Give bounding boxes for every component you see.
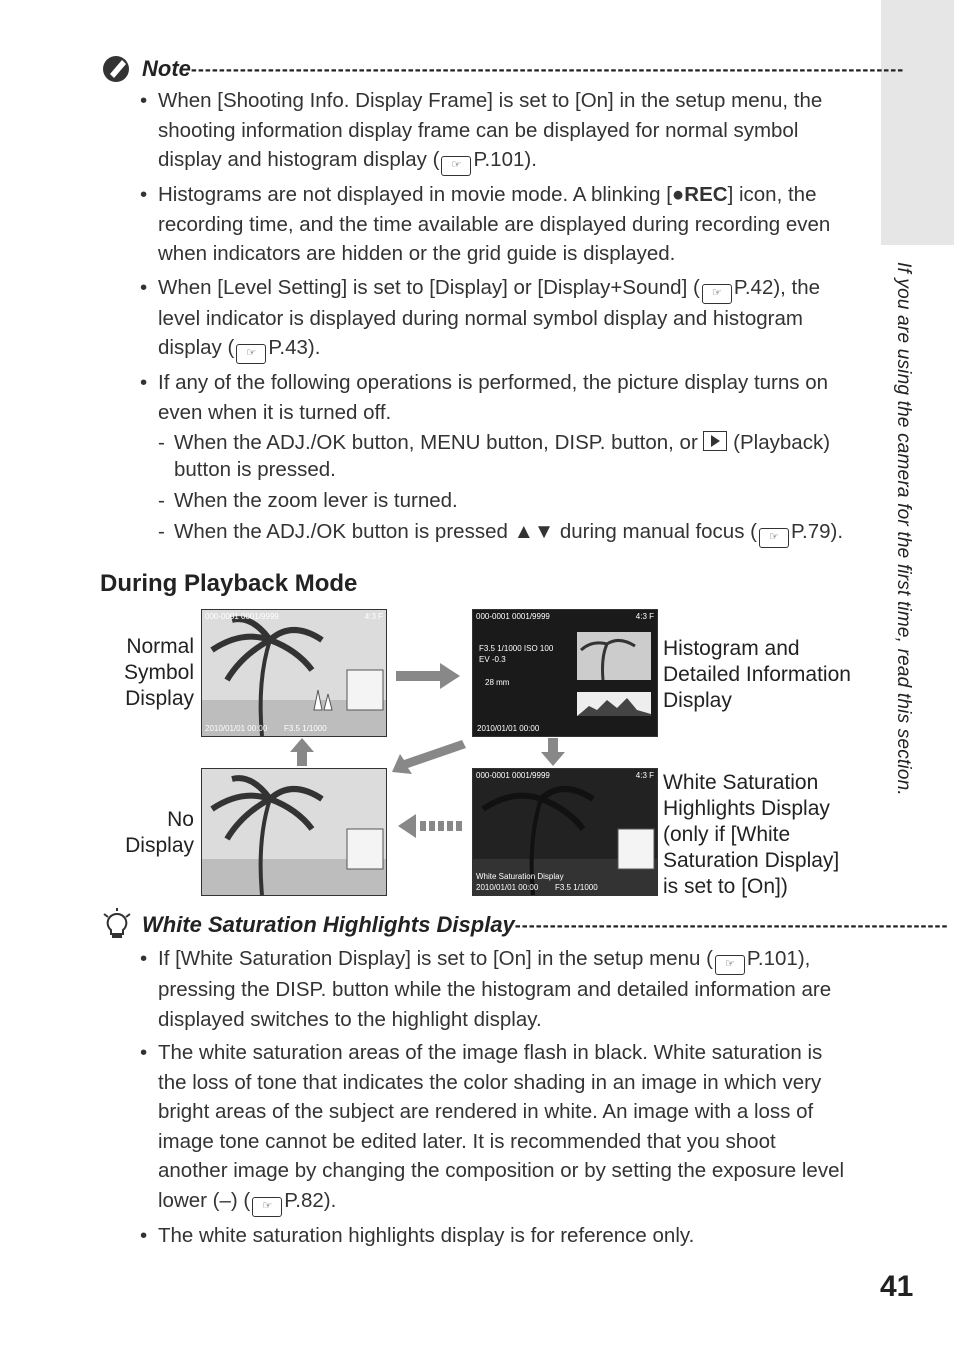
screen-file-number: 000-0001 0001/9999 — [476, 612, 550, 621]
note-title: Note — [142, 56, 191, 81]
screen-ratio: 4:3 F — [364, 612, 383, 621]
arrow-diagonal-icon — [390, 738, 470, 774]
screen-date: 2010/01/01 00:00 — [205, 724, 268, 733]
screen-ratio: 4:3 F — [635, 771, 654, 780]
screen-exposure: F3.5 1/1000 — [555, 883, 598, 892]
note-header — [100, 52, 905, 86]
screen-file-number: 000-0001 0001/9999 — [205, 612, 279, 621]
arrow-left-dashed-icon — [398, 814, 462, 838]
tip-header — [100, 908, 949, 942]
thumbnail-photo — [577, 632, 651, 680]
sub-item: - When the zoom lever is turned. — [158, 487, 850, 514]
screen-no-display — [201, 768, 387, 896]
tip-title: White Saturation Highlights Display — [142, 912, 515, 937]
list-item: • When [Level Setting] is set to [Display] or [Display+Sound] ( ☞ P.42), the level indicator is displayed during normal symbol display and histogram display ( ☞ P.43). — [140, 273, 850, 365]
label-histogram: Histogram and Detailed Information Display — [663, 637, 851, 712]
reference-icon: ☞ — [236, 344, 266, 364]
sub-list — [158, 429, 850, 548]
sub-item: - When the ADJ./OK button, MENU button, DISP. button, or (Playback) button is pressed. — [158, 429, 850, 483]
beach-photo — [202, 769, 386, 895]
label-white-saturation: White Saturation Highlights Display (only if [White Saturation Display] is set to [On]) — [663, 771, 840, 898]
list-item: • The white saturation areas of the image flash in black. White saturation is the loss of tone that indicates the color shading in an image in which very bright areas of the subject are rendered in white. An image with a loss of image tone cannot be edited later. It is recommended that you shoot another image by changing the composition or by setting the exposure level lower (–) ( ☞ P.82). — [140, 1038, 850, 1217]
tip-list — [140, 944, 850, 1254]
beach-photo — [202, 610, 386, 736]
list-item: • When [Shooting Info. Display Frame] is set to [On] in the setup menu, the shooting information display frame can be displayed for normal symbol display and histogram display ( ☞ P.101). — [140, 86, 850, 176]
label-normal-symbol: Normal Symbol Display — [123, 635, 194, 710]
list-item: • If [White Saturation Display] is set to [On] in the setup menu ( ☞ P.101), pressing the DISP. button while the histogram and detailed information are displayed switches to the highlight display. — [140, 944, 850, 1034]
sub-item: - When the ADJ./OK button is pressed ▲▼ during manual focus ( ☞ P.79). — [158, 518, 850, 548]
chapter-title: If you are using the camera for the first time, read this section. — [893, 262, 914, 796]
reference-icon: ☞ — [702, 284, 732, 304]
arrow-down-icon — [541, 738, 565, 766]
rec-icon: ●REC — [671, 183, 728, 206]
reference-icon: ☞ — [252, 1197, 282, 1217]
page-number: 41 — [880, 1270, 914, 1303]
list-item: • If any of the following operations is performed, the picture display turns on even when it is turned off. - When the ADJ./OK button, MENU button, DISP. button, or (Playback) button is pressed. - When the zoom lever is turned. - When the ADJ./OK button is pressed ▲▼ during manual focus ( ☞ P.79). — [140, 368, 850, 548]
note-divider: ------------------------------------------------------------------------------------------------------ — [190, 58, 905, 79]
chapter-tab — [881, 0, 954, 245]
screen-histogram — [472, 609, 658, 737]
screen-file-number: 000-0001 0001/9999 — [476, 771, 550, 780]
white-saturation-caption: White Saturation Display — [476, 872, 564, 881]
screen-exposure: F3.5 1/1000 — [284, 724, 327, 733]
info-exposure: F3.5 1/1000 ISO 100 — [479, 644, 554, 653]
screen-date: 2010/01/01 00:00 — [477, 724, 540, 733]
screen-normal-symbol — [201, 609, 387, 737]
list-item: • Histograms are not displayed in movie mode. A blinking [●REC] icon, the recording time, and the time available are displayed during recording even when indicators are hidden or the grid guide is displayed. — [140, 180, 850, 269]
screen-ratio: 4:3 F — [635, 612, 654, 621]
arrow-right-icon — [396, 663, 462, 689]
tip-divider: -------------------------------------------------------------- — [514, 914, 949, 935]
note-list — [140, 86, 850, 552]
info-ev: EV -0.3 — [479, 655, 506, 664]
histogram-graph — [577, 692, 651, 716]
lightbulb-icon — [100, 908, 134, 942]
screen-date: 2010/01/01 00:00 — [476, 883, 539, 892]
up-down-arrows-icon: ▲▼ — [513, 520, 555, 543]
note-pencil-icon — [100, 52, 134, 86]
label-no-display: No Display — [125, 808, 194, 857]
section-title: During Playback Mode — [100, 570, 358, 597]
arrow-up-icon — [290, 738, 314, 766]
screen-white-saturation — [472, 768, 658, 896]
playback-icon — [703, 431, 727, 451]
reference-icon: ☞ — [715, 955, 745, 975]
info-focal: 28 mm — [485, 678, 510, 687]
list-item: • The white saturation highlights display is for reference only. — [140, 1221, 850, 1251]
reference-icon: ☞ — [441, 156, 471, 176]
reference-icon: ☞ — [759, 528, 789, 548]
